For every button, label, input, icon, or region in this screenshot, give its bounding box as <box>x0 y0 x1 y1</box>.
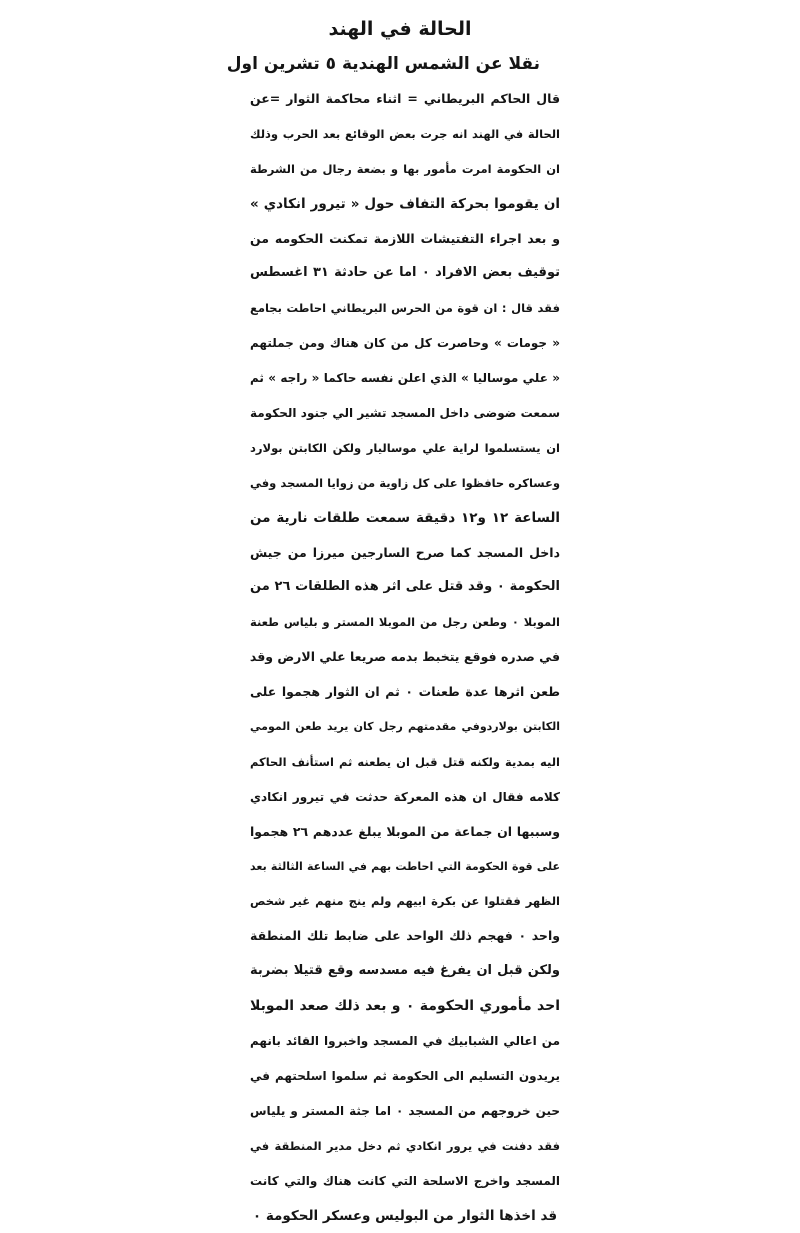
text-line: على قوة الحكومة التي احاطت بهم في الساعة الثالثة بعد <box>250 850 560 885</box>
text-line: سمعت ضوضى داخل المسجد تشير الي جنود الحكومة <box>250 396 560 431</box>
text-line: من اعالي الشبابيك في المسجد واخبروا القائد بانهم <box>250 1024 560 1059</box>
text-line: الكابتن بولاردوفي مقدمتهم رجل كان يريد طعن المومي <box>250 710 560 745</box>
text-line: احد مأموري الحكومة ٠ و بعد ذلك صعد الموبلا <box>250 989 560 1024</box>
text-line: ان يستسلموا لراية علي موساليار ولكن الكابتن بولارد <box>250 431 560 466</box>
text-line: في صدره فوقع يتخبط بدمه صريعا علي الارض وقد <box>250 640 560 675</box>
text-line: « علي موساليا » الذي اعلن نفسه حاكما « راجه » ثم <box>250 361 560 396</box>
text-line: فقد قال : ان قوة من الحرس البريطاني احاطت بجامع <box>250 291 560 326</box>
text-line: الساعة ١٢ و١٢ دقيقة سمعت طلقات نارية من <box>250 501 560 536</box>
text-line: وعساكره حافظوا على كل زاوية من زوايا المسجد وفي <box>250 466 560 501</box>
text-line: و بعد اجراء التفتيشات اللازمة تمكنت الحكومه من <box>250 222 560 257</box>
text-line: ولكن قبل ان يفرغ فيه مسدسه وقع قتيلا بضربة <box>250 954 560 989</box>
article-source-line: نقلا عن الشمس الهندية ٥ تشرين اول <box>300 54 540 74</box>
text-line: واحد ٠ فهجم ذلك الواحد على ضابط تلك المنطقة <box>250 919 560 954</box>
text-line: الظهر فقتلوا عن بكرة ابيهم ولم ينج منهم غير شخص <box>250 884 560 919</box>
text-line: توقيف بعض الافراد ٠ اما عن حادثة ٣١ اغسطس <box>250 256 560 291</box>
text-line: « جومات » وحاصرت كل من كان هناك ومن جملتهم <box>250 326 560 361</box>
text-line: الحكومة ٠ وقد قتل على اثر هذه الطلقات ٢٦ من <box>250 570 560 605</box>
text-line: ان الحكومة امرت مأمور بها و بضعة رجال من الشرطة <box>250 152 560 187</box>
text-line: حين خروجهم من المسجد ٠ اما جثة المستر و يلياس <box>250 1094 560 1129</box>
article-body <box>250 82 560 1233</box>
text-line: الموبلا ٠ وطعن رجل من الموبلا المستر و بلياس طعنة <box>250 605 560 640</box>
text-line: المسجد واخرج الاسلحة التي كانت هناك والتي كانت <box>250 1164 560 1199</box>
text-line: فقد دفنت في يرور انكادي ثم دخل مدير المنطقة في <box>250 1129 560 1164</box>
text-line: وسببها ان جماعة من الموبلا يبلغ عددهم ٢٦ هجموا <box>250 815 560 850</box>
text-line: داخل المسجد كما صرح السارجين ميرزا من جيش <box>250 536 560 571</box>
text-line: اليه بمدية ولكنه قتل قبل ان يطعنه ثم استأنف الحاكم <box>250 745 560 780</box>
text-line: ان يقوموا بحركة التفاف حول « تيرور انكادي » <box>250 187 560 222</box>
text-line: كلامه فقال ان هذه المعركة حدثت في تيرور انكادي <box>250 780 560 815</box>
text-line: طعن اثرها عدة طعنات ٠ ثم ان الثوار هجموا على <box>250 675 560 710</box>
text-line: قال الحاكم البريطاني = اثناء محاكمة الثوار =عن <box>250 82 560 117</box>
article-title: الحالة في الهند <box>0 18 800 40</box>
text-line: قد اخذها الثوار من البوليس وعسكر الحكومة ٠ <box>250 1199 560 1233</box>
text-line: يريدون التسليم الى الحكومة ثم سلموا اسلحتهم في <box>250 1059 560 1094</box>
text-line: الحالة في الهند انه جرت بعض الوقائع بعد الحرب وذلك <box>250 117 560 152</box>
